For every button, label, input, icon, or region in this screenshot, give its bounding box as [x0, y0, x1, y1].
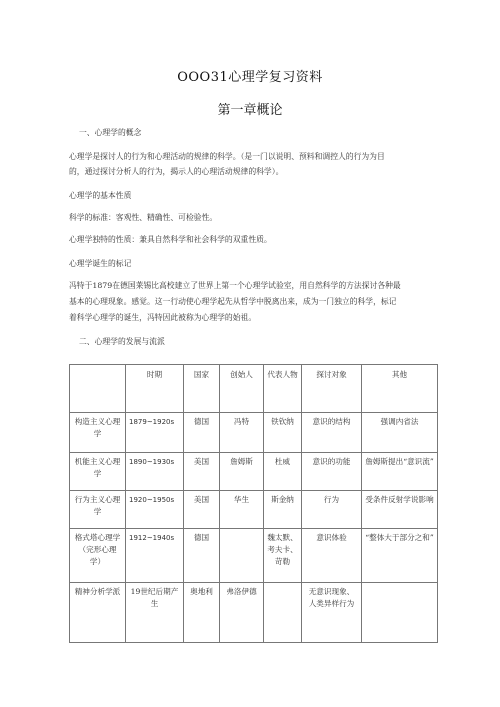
- table-cell: “整体大于部分之和”: [362, 529, 438, 583]
- table-cell: 奥地利: [184, 583, 220, 643]
- table-cell: 意识的结构: [302, 413, 362, 453]
- birth-line-1: 冯特于1879在德国莱锡比高校建立了世界上第一个心理学试验室，用自然科学的方法探讨各种最: [69, 281, 401, 290]
- table-header-cell: 其他: [362, 365, 438, 413]
- table-cell: 无意识现象、人类异样行为: [302, 583, 362, 643]
- table-cell: 铁钦纳: [264, 413, 302, 453]
- table-header-cell: 探讨对象: [302, 365, 362, 413]
- table-cell: 机能主义心理学: [70, 453, 126, 491]
- table-cell: 1912~1940s: [126, 529, 184, 583]
- table-cell: 美国: [184, 453, 220, 491]
- table-header-row: [70, 365, 438, 413]
- table-cell: 行为主义心理学: [70, 491, 126, 529]
- table-cell: [362, 583, 438, 643]
- table-cell: 魏太默、考夫卡、苛勒: [264, 529, 302, 583]
- section-heading-development: 二、心理学的发展与流派: [79, 337, 165, 346]
- table-cell: 构造主义心理学: [70, 413, 126, 453]
- table-header-cell: 时期: [126, 365, 184, 413]
- table-cell: 强调内省法: [362, 413, 438, 453]
- table-cell: 美国: [184, 491, 220, 529]
- nature-line-2: 心理学独特的性质：兼具自然科学和社会科学的双重性质。: [69, 235, 272, 244]
- table-cell: 弗洛伊德: [220, 583, 264, 643]
- table-row: [70, 583, 438, 643]
- birth-line-2: 基本的心理现象。感觉。这一行动使心理学起先从哲学中脱离出来，成为一门独立的科学，标记: [69, 297, 397, 306]
- birth-line-3: 着科学心理学的诞生，冯特因此被称为心理学的始祖。: [69, 313, 257, 322]
- table-cell: 詹姆斯提出“意识流”: [362, 453, 438, 491]
- table-header-cell: 创始人: [220, 365, 264, 413]
- table-cell: 华生: [220, 491, 264, 529]
- table-cell: 意识的功能: [302, 453, 362, 491]
- table-cell: 行为: [302, 491, 362, 529]
- section-heading-concept: 一、心理学的概念: [79, 128, 142, 137]
- table-cell: 精神分析学派: [70, 583, 126, 643]
- table-cell: 斯金纳: [264, 491, 302, 529]
- table-row: [70, 413, 438, 453]
- chapter-title: 第一章概论: [217, 103, 283, 118]
- table-row: [70, 491, 438, 529]
- table-cell: 杜威: [264, 453, 302, 491]
- table-cell: [264, 583, 302, 643]
- table-cell: 德国: [184, 529, 220, 583]
- nature-line-1: 科学的标准：客观性、精确性、可检验性。: [69, 213, 218, 222]
- table-row: [70, 529, 438, 583]
- table-cell: 意识体验: [302, 529, 362, 583]
- schools-table: [69, 364, 438, 643]
- birth-heading: 心理学诞生的标记: [69, 259, 132, 268]
- table-cell: 冯特: [220, 413, 264, 453]
- table-cell: 1879~1920s: [126, 413, 184, 453]
- table-cell: 受条件反射学说影响: [362, 491, 438, 529]
- table-header-cell: 代表人物: [264, 365, 302, 413]
- table-header-cell: [70, 365, 126, 413]
- table-header-cell: 国家: [184, 365, 220, 413]
- table-cell: 德国: [184, 413, 220, 453]
- table-cell: 1920~1950s: [126, 491, 184, 529]
- table-cell: 19世纪后期产生: [126, 583, 184, 643]
- table-cell: [220, 529, 264, 583]
- table-cell: 格式塔心理学（完形心理学）: [70, 529, 126, 583]
- definition-line-2: 的，通过探讨分析人的行为，揭示人的心理活动规律的科学）。: [69, 167, 284, 176]
- table-row: [70, 453, 438, 491]
- table-cell: 詹姆斯: [220, 453, 264, 491]
- document-title: OOO31心理学复习资料: [177, 70, 323, 85]
- nature-heading: 心理学的基本性质: [69, 191, 132, 200]
- table-cell: 1890~1930s: [126, 453, 184, 491]
- definition-line-1: 心理学是探讨人的行为和心理活动的规律的科学。（是一门以说明、预料和调控人的行为为目: [69, 152, 385, 161]
